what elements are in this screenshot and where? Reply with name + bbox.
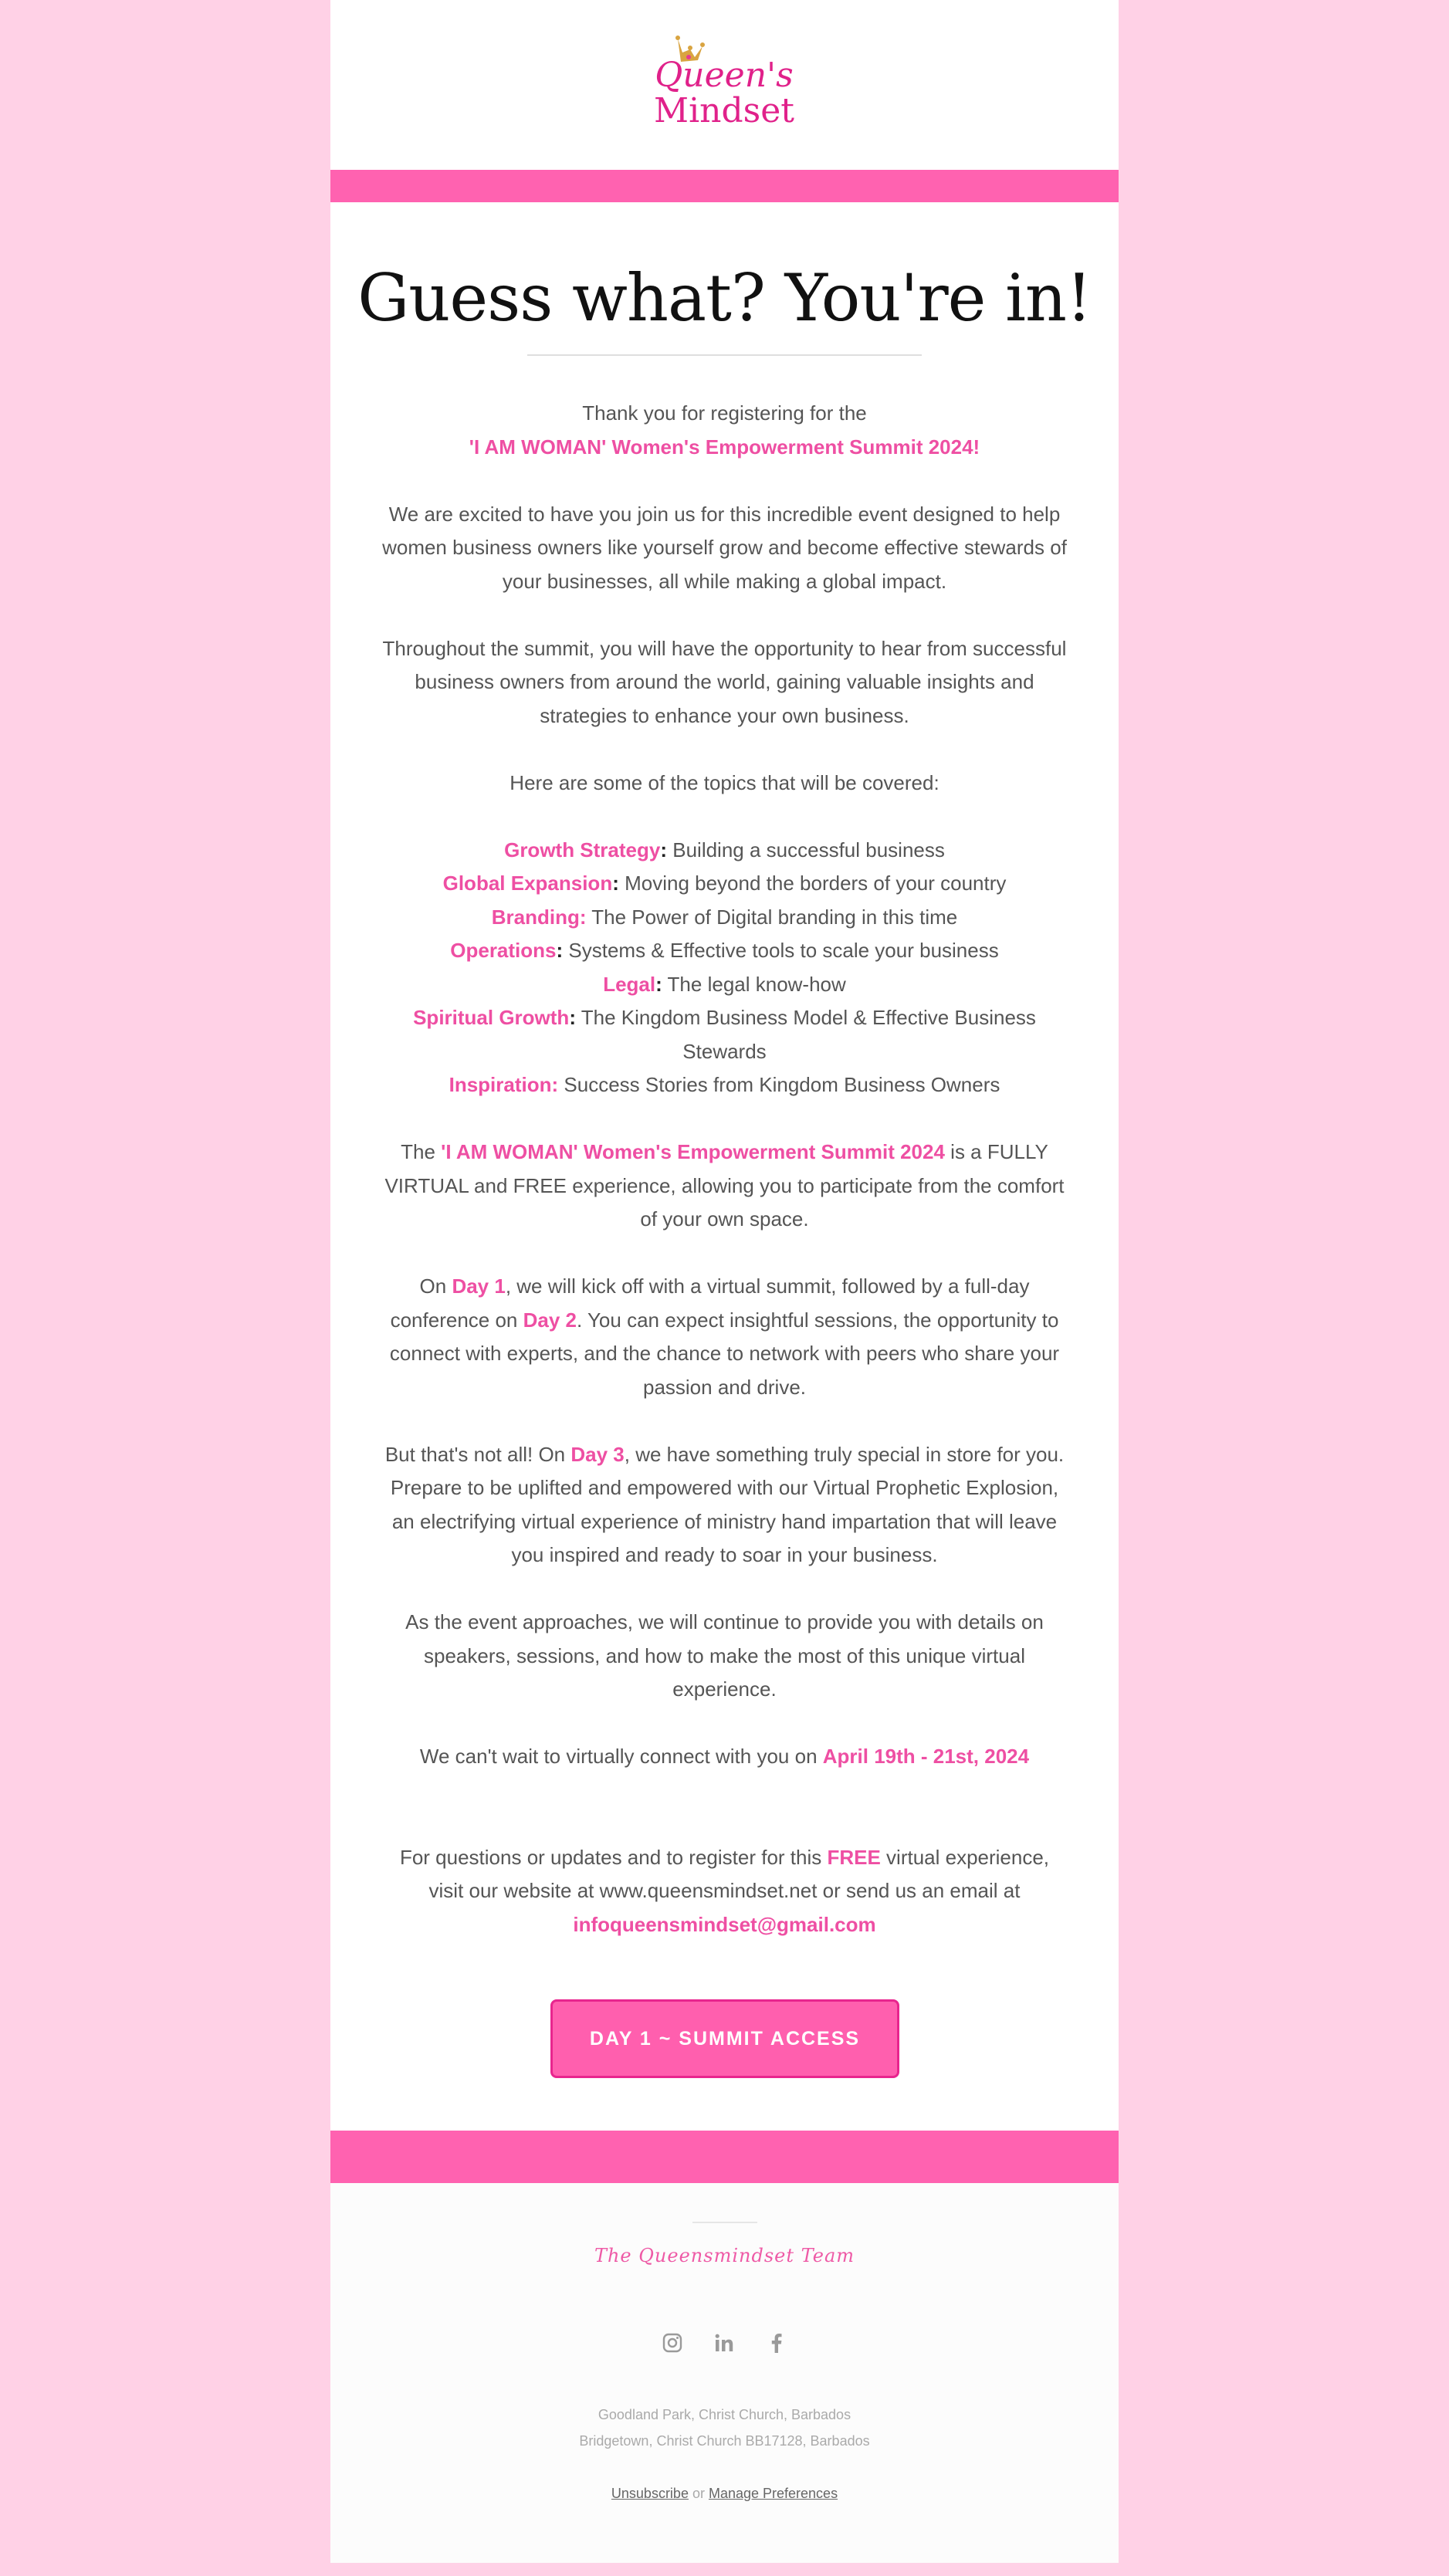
topics-intro: Here are some of the topics that will be covered: — [510, 770, 939, 794]
logo-word-queens: Queen's — [655, 56, 794, 95]
topic-sep: : — [612, 872, 619, 895]
facebook-icon[interactable] — [763, 2330, 790, 2356]
topic-item — [381, 1001, 1068, 1068]
company-address — [330, 2402, 1119, 2454]
topic-item — [381, 867, 1068, 901]
cta-wrapper — [330, 1999, 1119, 2077]
topic-title: Legal — [603, 972, 656, 996]
topic-title: Spiritual Growth — [413, 1006, 570, 1029]
day3-label: Day 3 — [570, 1442, 625, 1466]
topic-sep: : — [660, 838, 668, 861]
paragraph-approach: As the event approaches, we will continue to provide you with details on speakers, sessions, and how to make the most of this unique virtual experience. — [405, 1610, 1044, 1701]
paragraph-throughout: Throughout the summit, you will have the opportunity to hear from successful business owners from around the world, gaining valuable insights and strategies to enhance your own business. — [382, 636, 1067, 727]
topic-title: Global Expansion — [442, 872, 613, 895]
instagram-icon[interactable] — [659, 2330, 686, 2356]
topic-item — [381, 901, 1068, 935]
linkedin-icon[interactable] — [711, 2330, 737, 2356]
topic-item — [381, 834, 1068, 868]
event-name-inline: 'I AM WOMAN' Women's Empowerment Summit 2024 — [441, 1140, 945, 1163]
address-line-1: Goodland Park, Christ Church, Barbados — [598, 2407, 851, 2422]
address-line-2: Bridgetown, Christ Church BB17128, Barbados — [579, 2433, 870, 2449]
paragraph-questions: For questions or updates and to register for this FREE virtual experience, visit our website at www.queensmindset.net or send us an email at — [399, 1845, 1050, 1902]
pink-divider-band-bottom — [330, 2131, 1119, 2183]
intro-line: Thank you for registering for the — [582, 401, 867, 425]
free-label: FREE — [827, 1845, 881, 1869]
topic-desc: Success Stories from Kingdom Business Owners — [558, 1073, 1000, 1096]
event-name: 'I AM WOMAN' Women's Empowerment Summit 2024! — [469, 435, 980, 459]
topic-desc: Systems & Effective tools to scale your business — [563, 939, 999, 962]
unsubscribe-link[interactable]: Unsubscribe — [611, 2486, 689, 2501]
topic-item — [381, 968, 1068, 1002]
topic-item — [381, 934, 1068, 968]
topic-desc: The Power of Digital branding in this time — [586, 905, 958, 929]
summit-access-button[interactable]: DAY 1 ~ SUMMIT ACCESS — [550, 1999, 899, 2078]
day1-label: Day 1 — [452, 1274, 506, 1298]
email-header — [330, 0, 1119, 170]
topic-title: Growth Strategy — [504, 838, 661, 861]
topic-desc: Building a successful business — [667, 838, 945, 861]
day2-label: Day 2 — [523, 1308, 577, 1332]
email-content — [381, 397, 1068, 1941]
topics-list — [381, 834, 1068, 1102]
headline-divider — [527, 354, 922, 356]
footer-divider — [692, 2222, 757, 2223]
topic-sep: : — [569, 1006, 576, 1029]
manage-preferences-link[interactable]: Manage Preferences — [708, 2486, 838, 2501]
logo-graphic — [647, 23, 801, 131]
topic-title: Operations — [450, 939, 557, 962]
social-links — [330, 2330, 1119, 2361]
event-dates: April 19th - 21st, 2024 — [822, 1745, 1030, 1768]
topic-title: Branding: — [491, 905, 587, 929]
paragraph-connect: We can't wait to virtually connect with you on April 19th - 21st, 2024 — [419, 1745, 1030, 1768]
email-link[interactable]: infoqueensmindset@gmail.com — [573, 1912, 876, 1936]
email-card — [330, 0, 1119, 2563]
topic-desc: Moving beyond the borders of your country — [618, 872, 1007, 895]
footer-links — [330, 2486, 1119, 2502]
paragraph-days: On Day 1, we will kick off with a virtual summit, followed by a full-day conference on Day 2. You can expect insightful sessions, the opportunity to connect with experts, and the chance to network with peers who share your passion and drive. — [389, 1274, 1060, 1399]
logo-word-mindset: Mindset — [654, 91, 794, 130]
email-footer — [330, 2183, 1119, 2563]
topic-sep: : — [655, 972, 662, 996]
topic-desc: The legal know-how — [662, 972, 846, 996]
pink-divider-band-top — [330, 170, 1119, 202]
headline: Guess what? You're in! — [357, 260, 1092, 336]
topic-sep: : — [556, 939, 564, 962]
paragraph-day3: But that's not all! On Day 3, we have something truly special in store for you. Prepare to be uplifted and empowered with our Virtual Prophetic Explosion, an electrifying virtual experience of ministry hand impartation that will leave you inspired and ready to soar in your business. — [384, 1442, 1065, 1566]
team-signature: The Queensmindset Team — [594, 2245, 855, 2266]
topic-desc: The Kingdom Business Model & Effective Business Stewards — [576, 1006, 1036, 1063]
paragraph-excited: We are excited to have you join us for this incredible event designed to help women business owners like yourself grow and become effective stewards of your businesses, all while making a global impact. — [382, 502, 1067, 593]
topic-title: Inspiration: — [449, 1073, 559, 1096]
or-separator: or — [688, 2486, 709, 2501]
queens-mindset-logo — [647, 23, 801, 131]
paragraph-virtual: The 'I AM WOMAN' Women's Empowerment Summit 2024 is a FULLY VIRTUAL and FREE experience, allowing you to participate from the comfort of your own space. — [384, 1140, 1065, 1230]
topic-item — [381, 1068, 1068, 1102]
